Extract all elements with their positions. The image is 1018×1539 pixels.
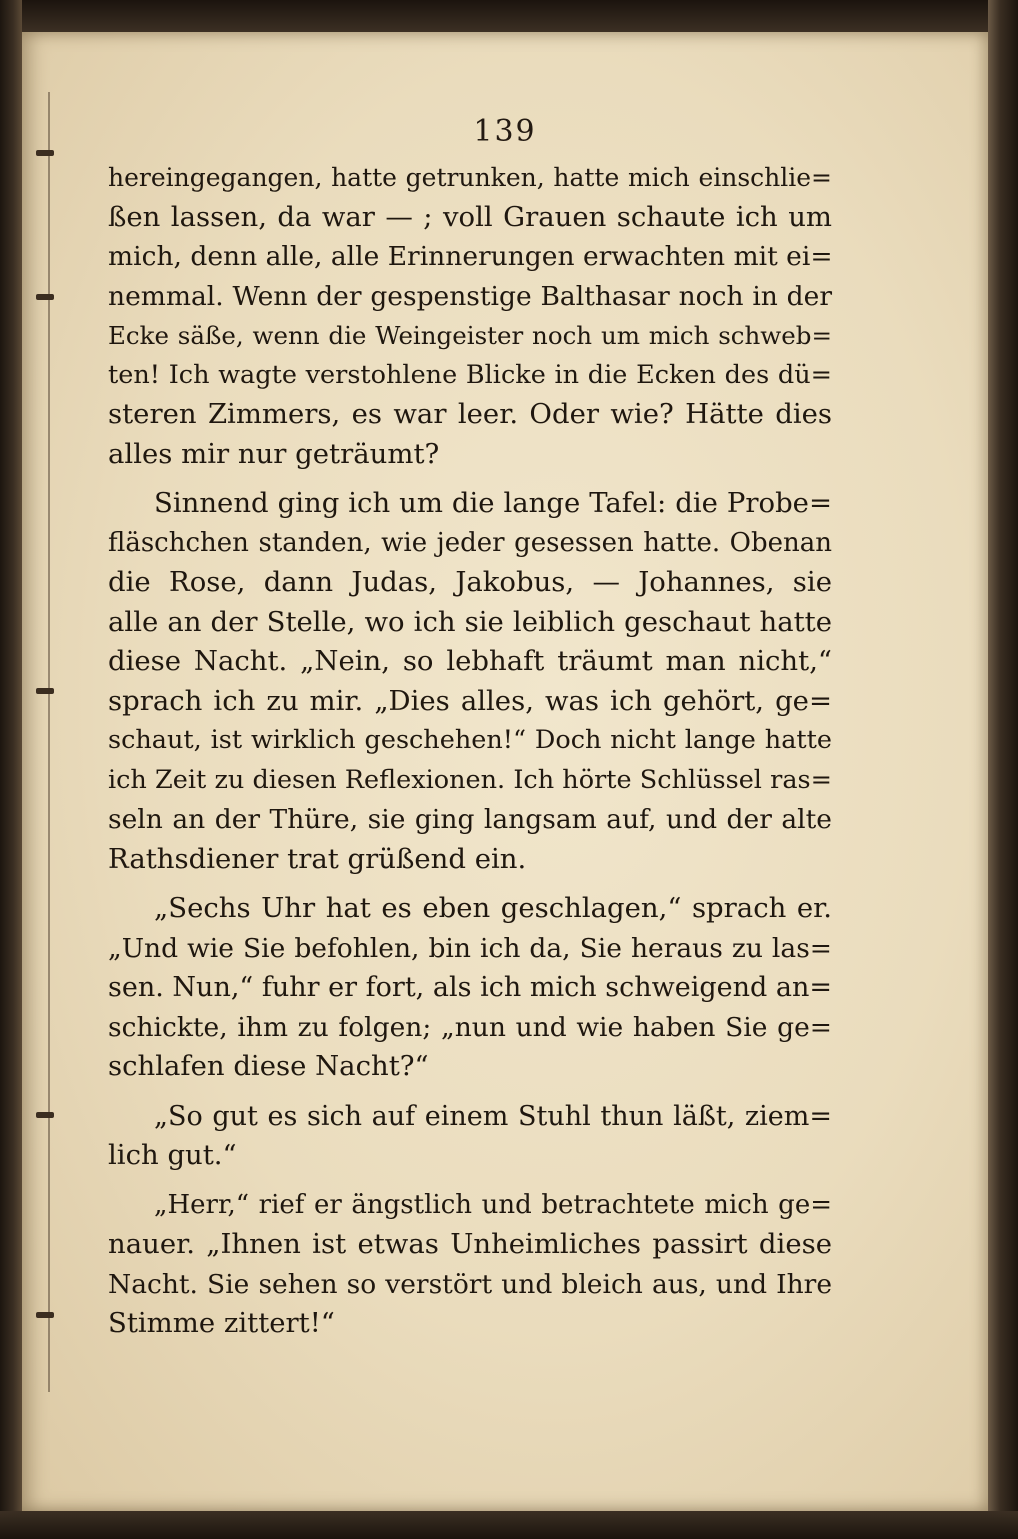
paragraph-gap: [108, 1176, 832, 1186]
text-line: Stimme zittert!“: [108, 1307, 335, 1339]
text-line: steren Zimmers, es war leer. Oder wie? Hätte dies: [108, 398, 832, 430]
text-line: „Sechs Uhr hat es eben geschlagen,“ sprach er.: [154, 892, 832, 924]
book-edge-right: [988, 0, 1018, 1539]
text-line: schaut, ist wirklich geschehen!“ Doch nicht lange hatte: [108, 725, 832, 755]
text-line: nauer. „Ihnen ist etwas Unheimliches passirt diese: [108, 1228, 832, 1260]
paragraph: [108, 1186, 832, 1344]
text-line: schlafen diese Nacht?“: [108, 1050, 429, 1082]
text-line: seln an der Thüre, sie ging langsam auf, und der alte: [108, 804, 832, 835]
binding-stitch: [36, 150, 54, 156]
binding-stitch: [36, 1312, 54, 1318]
text-line: Nacht. Sie sehen so verstört und bleich aus, und Ihre: [108, 1268, 832, 1300]
paragraph-gap: [108, 474, 832, 484]
binding-line: [48, 92, 50, 1392]
text-line: „So gut es sich auf einem Stuhl thun läßt, ziem=: [154, 1100, 832, 1132]
paragraph-gap: [108, 879, 832, 889]
text-line: nemmal. Wenn der gespenstige Balthasar noch in der: [108, 280, 832, 312]
text-line: ten! Ich wagte verstohlene Blicke in die Ecken des dü=: [108, 359, 832, 390]
book-edge-bottom: [0, 1511, 1018, 1539]
text-line: „Herr,“ rief er ängstlich und betrachtete mich ge=: [154, 1189, 832, 1220]
paragraph: [108, 158, 832, 474]
paragraph: [108, 889, 832, 1087]
binding-stitch: [36, 294, 54, 300]
text-line: mich, denn alle, alle Erinnerungen erwachten mit ei=: [108, 241, 833, 272]
text-line: Ecke säße, wenn die Weingeister noch um mich schweb=: [108, 321, 832, 350]
book-edge-left: [0, 0, 22, 1539]
text-line: die Rose, dann Judas, Jakobus, — Johannes, sie: [108, 566, 832, 598]
text-line: Sinnend ging ich um die lange Tafel: die Probe=: [154, 487, 832, 519]
binding-stitch: [36, 688, 54, 694]
paragraph-gap: [108, 1087, 832, 1097]
text-line: sprach ich zu mir. „Dies alles, was ich gehört, ge=: [108, 684, 832, 717]
text-line: fläschchen standen, wie jeder gesessen hatte. Obenan: [108, 527, 832, 558]
body-text: [108, 158, 832, 1344]
text-line: diese Nacht. „Nein, so lebhaft träumt man nicht,“: [108, 645, 832, 677]
text-line: Rathsdiener trat grüßend ein.: [108, 842, 527, 875]
paragraph: [108, 484, 832, 879]
text-line: alle an der Stelle, wo ich sie leiblich geschaut hatte: [108, 605, 832, 638]
book-edge-top: [0, 0, 1018, 32]
text-line: alles mir nur geträumt?: [108, 437, 440, 470]
text-line: ßen lassen, da war — ; voll Grauen schaute ich um: [108, 200, 832, 233]
page-number: 139: [473, 114, 537, 149]
text-line: „Und wie Sie befohlen, bin ich da, Sie heraus zu las=: [108, 932, 832, 964]
text-line: ich Zeit zu diesen Reflexionen. Ich hörte Schlüssel ras=: [108, 764, 832, 795]
book-page: [22, 32, 988, 1511]
text-line: hereingegangen, hatte getrunken, hatte mich einschlie=: [108, 163, 832, 192]
text-line: schickte, ihm zu folgen; „nun und wie haben Sie ge=: [108, 1011, 832, 1043]
text-line: lich gut.“: [108, 1139, 237, 1171]
text-line: sen. Nun,“ fuhr er fort, als ich mich schweigend an=: [108, 972, 832, 1003]
paragraph: [108, 1097, 832, 1176]
binding-stitch: [36, 1112, 54, 1118]
